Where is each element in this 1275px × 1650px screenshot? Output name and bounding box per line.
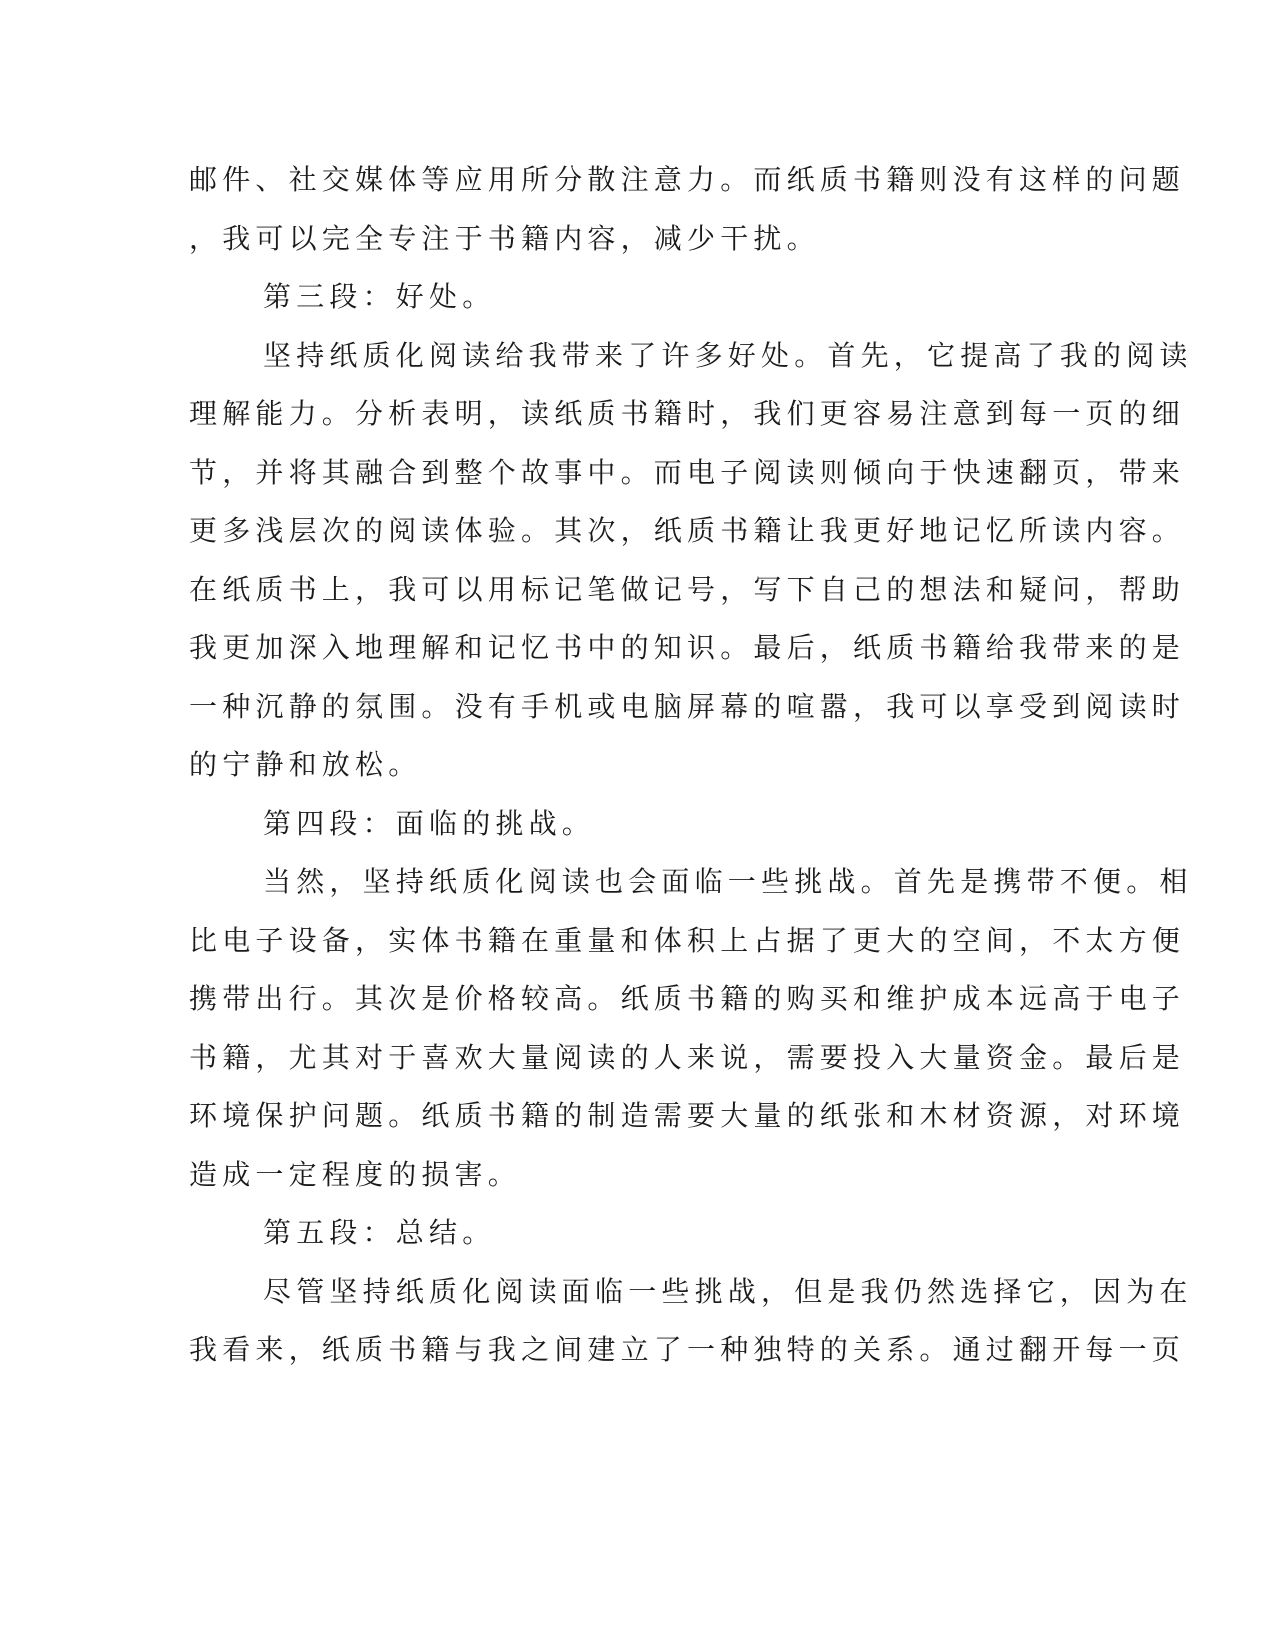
paragraph-3-line: 节，并将其融合到整个故事中。而电子阅读则倾向于快速翻页，带来 xyxy=(189,456,1186,489)
paragraph-4-line: 书籍，尤其对于喜欢大量阅读的人来说，需要投入大量资金。最后是 xyxy=(189,1041,1186,1074)
paragraph-3-line: 在纸质书上，我可以用标记笔做记号，写下自己的想法和疑问，帮助 xyxy=(189,573,1186,606)
section-heading-5: 第五段：总结。 xyxy=(263,1216,496,1249)
paragraph-4-line: 携带出行。其次是价格较高。纸质书籍的购买和维护成本远高于电子 xyxy=(189,982,1186,1015)
paragraph-3-line: 坚持纸质化阅读给我带来了许多好处。首先，它提高了我的阅读 xyxy=(263,339,1193,372)
paragraph-4-line: 比电子设备，实体书籍在重量和体积上占据了更大的空间，不太方便 xyxy=(189,924,1186,957)
paragraph-3-line: 更多浅层次的阅读体验。其次，纸质书籍让我更好地记忆所读内容。 xyxy=(189,514,1186,547)
paragraph-3-line: 的宁静和放松。 xyxy=(189,748,422,781)
section-heading-4: 第四段：面临的挑战。 xyxy=(263,807,596,840)
paragraph-4-line: 当然，坚持纸质化阅读也会面临一些挑战。首先是携带不便。相 xyxy=(263,865,1193,898)
paragraph-4-line: 造成一定程度的损害。 xyxy=(189,1158,522,1191)
section-heading-3: 第三段：好处。 xyxy=(263,280,496,313)
paragraph-5-line: 我看来，纸质书籍与我之间建立了一种独特的关系。通过翻开每一页 xyxy=(189,1333,1186,1366)
paragraph-5-line: 尽管坚持纸质化阅读面临一些挑战，但是我仍然选择它，因为在 xyxy=(263,1275,1193,1308)
paragraph-4-line: 环境保护问题。纸质书籍的制造需要大量的纸张和木材资源，对环境 xyxy=(189,1099,1186,1132)
paragraph-2-line: ，我可以完全专注于书籍内容，减少干扰。 xyxy=(189,222,820,255)
paragraph-3-line: 一种沉静的氛围。没有手机或电脑屏幕的喧嚣，我可以享受到阅读时 xyxy=(189,690,1186,723)
paragraph-3-line: 我更加深入地理解和记忆书中的知识。最后，纸质书籍给我带来的是 xyxy=(189,631,1186,664)
paragraph-3-line: 理解能力。分析表明，读纸质书籍时，我们更容易注意到每一页的细 xyxy=(189,397,1186,430)
paragraph-2-line: 邮件、社交媒体等应用所分散注意力。而纸质书籍则没有这样的问题 xyxy=(189,163,1186,196)
